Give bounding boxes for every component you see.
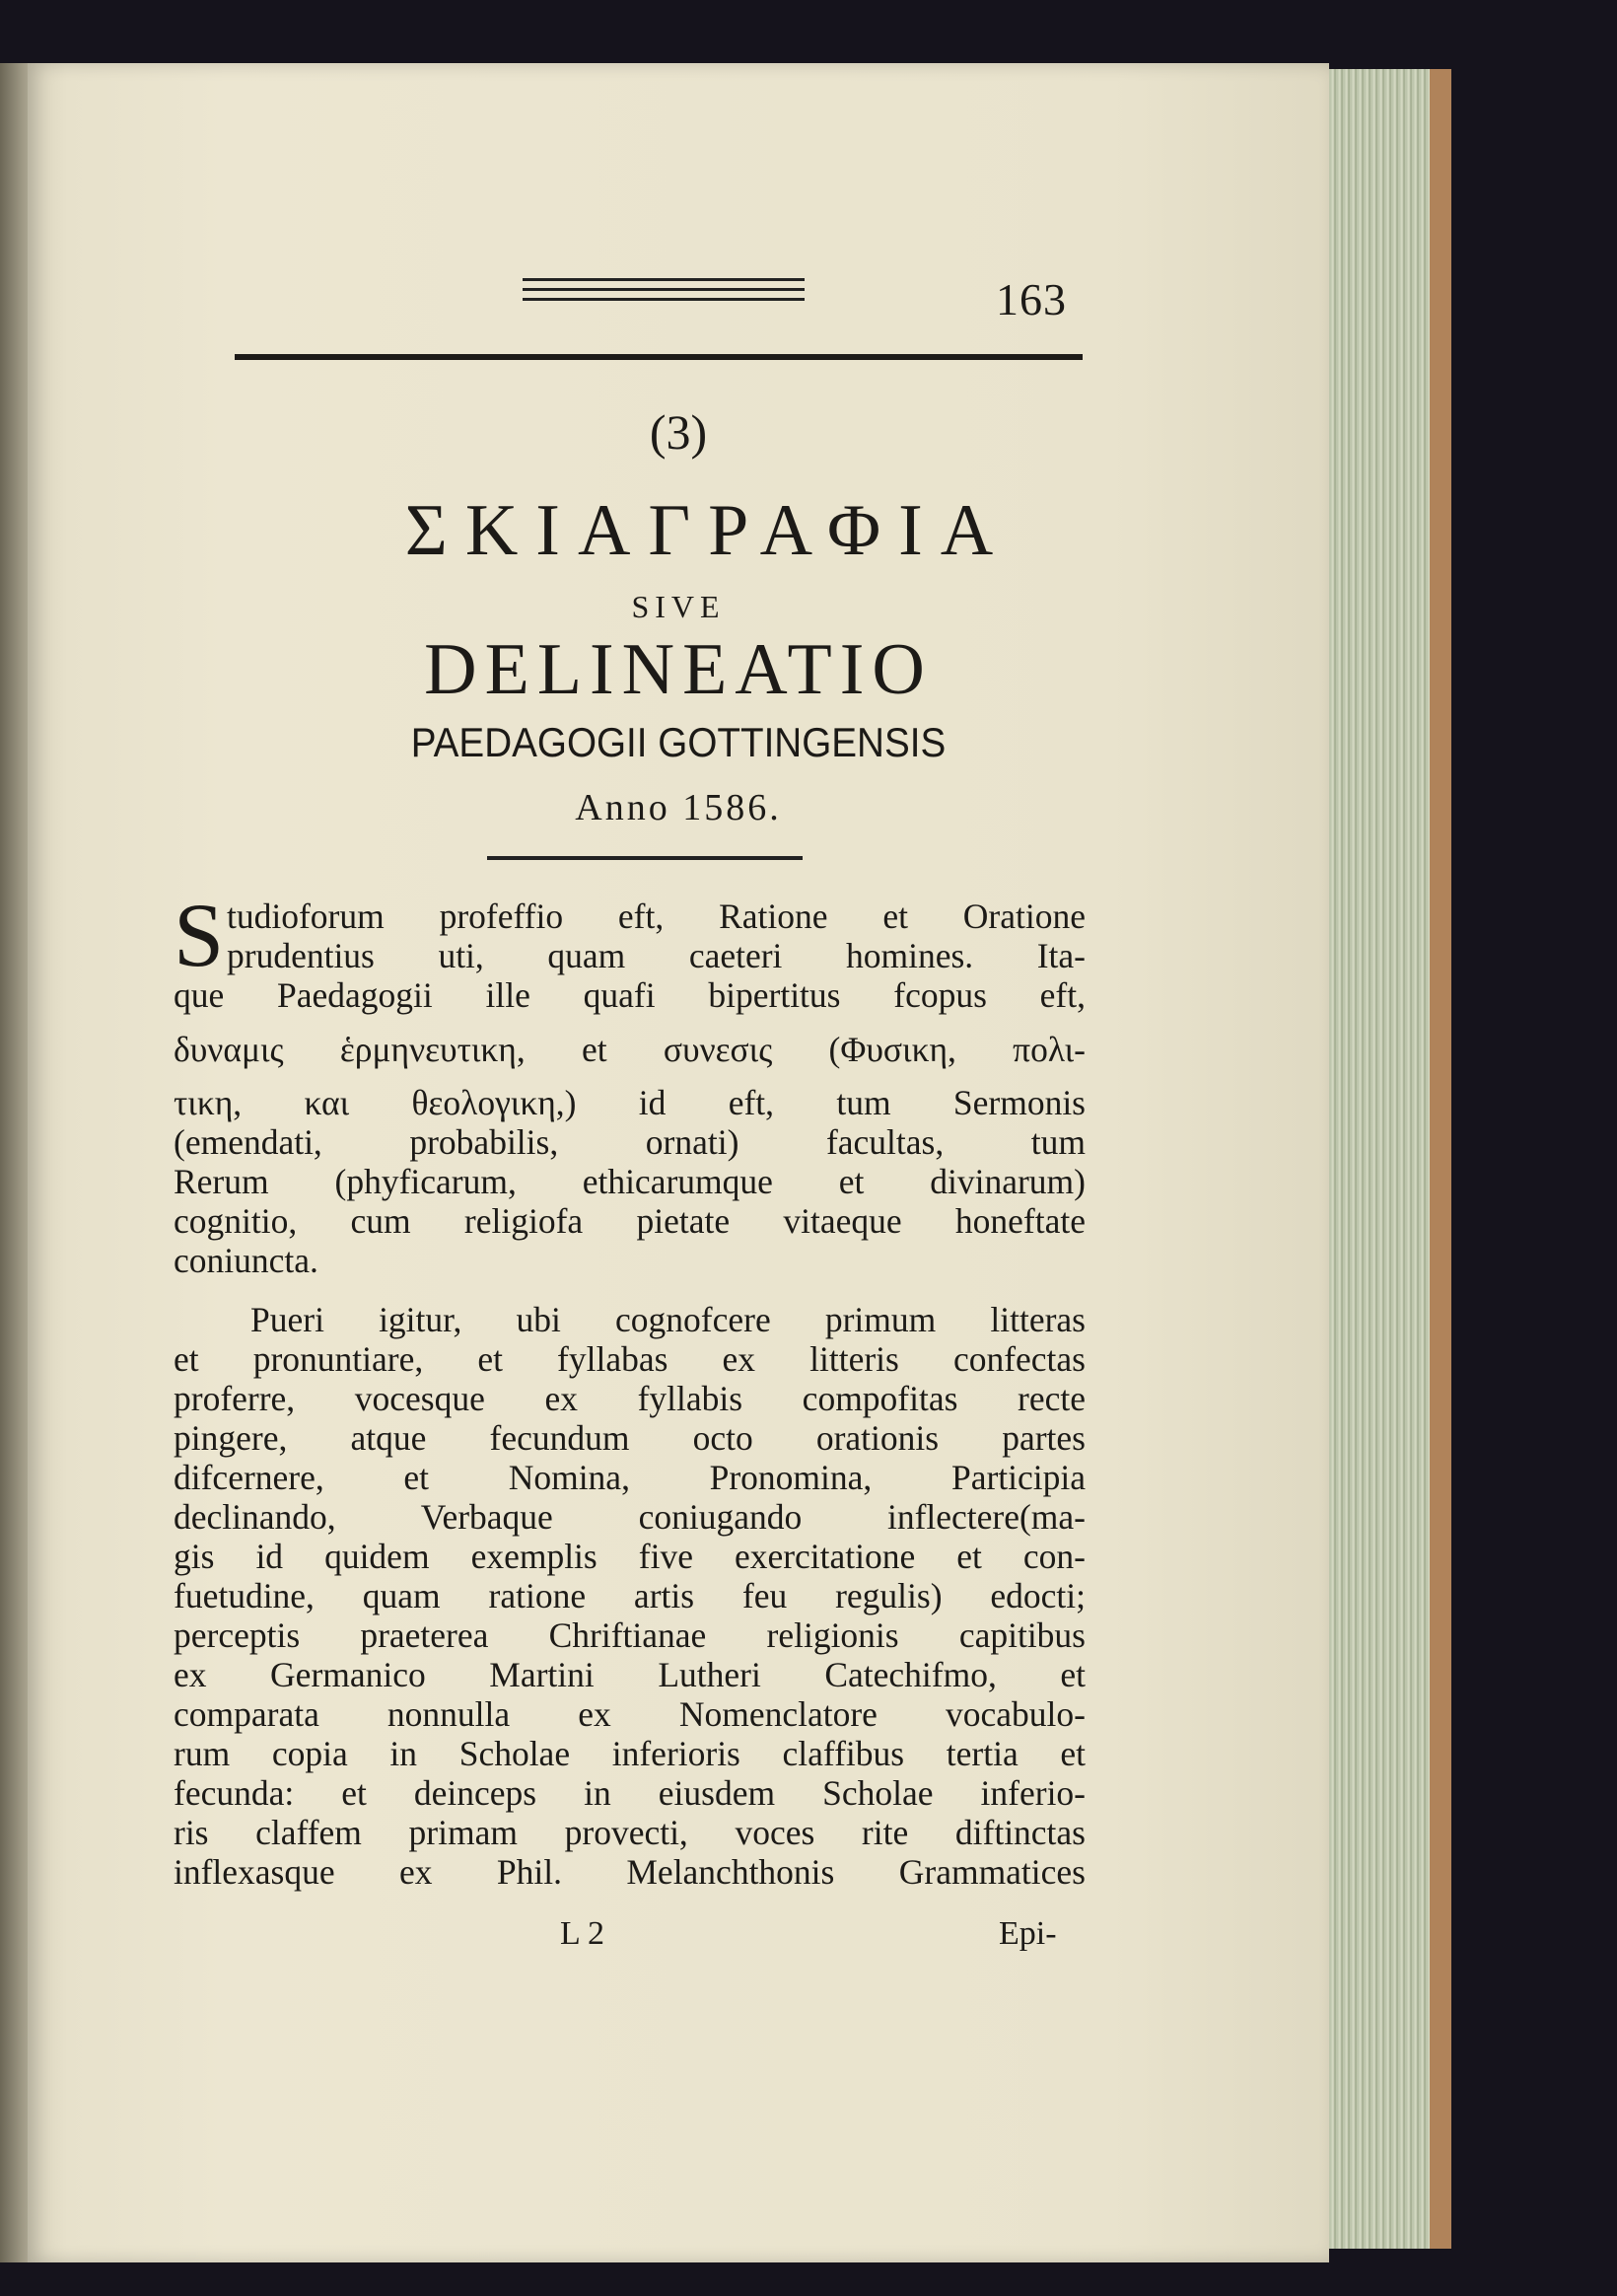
header-rule bbox=[235, 354, 1083, 360]
paragraph-1-line: δυναμις ἑρμηνευτικη, et συνεσις (Φυσικη, πολι- bbox=[174, 1030, 1086, 1069]
paragraph-2-line: fecunda: et deinceps in eiusdem Scholae inferio- bbox=[174, 1773, 1086, 1813]
paragraph-1-line: (emendati, probabilis, ornati) facultas, tum bbox=[174, 1122, 1086, 1162]
header-ornament-line bbox=[523, 288, 805, 291]
book-page bbox=[28, 63, 1329, 2262]
subtitle: PAEDAGOGII GOTTINGENSIS bbox=[410, 719, 947, 765]
paragraph-2-line: comparata nonnulla ex Nomenclatore vocabulo- bbox=[174, 1694, 1086, 1734]
catchword: Epi- bbox=[999, 1915, 1057, 1952]
paragraph-2-line: fuetudine, quam ratione artis feu regulis) edocti; bbox=[174, 1576, 1086, 1615]
paragraph-2-line: declinando, Verbaque coniugando inflectere(ma- bbox=[174, 1497, 1086, 1537]
paragraph-2-line: ex Germanico Martini Lutheri Catechifmo, et bbox=[174, 1655, 1086, 1694]
paragraph-1-line: τικη, και θεολογικη,) id eft, tum Sermonis bbox=[174, 1083, 1086, 1122]
paragraph-2-line: pingere, atque fecundum octo orationis partes bbox=[174, 1418, 1086, 1458]
paragraph-1-line: coniuncta. bbox=[174, 1241, 318, 1280]
paragraph-1-line: Rerum (phyficarum, ethicarumque et divinarum) bbox=[174, 1162, 1086, 1201]
drop-cap: S bbox=[174, 885, 225, 985]
header-ornament-line bbox=[523, 298, 805, 301]
title-rule bbox=[487, 856, 803, 860]
section-number: (3) bbox=[649, 404, 708, 460]
year-line: Anno 1586. bbox=[575, 787, 782, 828]
signature-mark: L 2 bbox=[560, 1915, 605, 1952]
paragraph-2-line: gis id quidem exemplis five exercitatione et con- bbox=[174, 1537, 1086, 1576]
paragraph-2-line: ris claffem primam provecti, voces rite diftinctas bbox=[174, 1813, 1086, 1852]
paragraph-2-line: Pueri igitur, ubi cognofcere primum litteras bbox=[250, 1300, 1086, 1339]
paragraph-2-line: difcernere, et Nomina, Pronomina, Participia bbox=[174, 1458, 1086, 1497]
header-ornament-line bbox=[523, 278, 805, 281]
paragraph-2-line: rum copia in Scholae inferioris claffibus tertia et bbox=[174, 1734, 1086, 1773]
paragraph-2-line: proferre, vocesque ex fyllabis compofitas recte bbox=[174, 1379, 1086, 1418]
paragraph-1-line: tudioforum profeffio eft, Ratione et Oratione bbox=[227, 897, 1086, 936]
sive-label: SIVE bbox=[631, 589, 726, 624]
page-number: 163 bbox=[996, 274, 1067, 324]
greek-title: ΣΚΙΑΓΡΑΦΙΑ bbox=[404, 490, 1012, 571]
paragraph-2-line: et pronuntiare, et fyllabas ex litteris confectas bbox=[174, 1339, 1086, 1379]
book-cover-edge bbox=[1430, 69, 1451, 2249]
paragraph-2-line: perceptis praeterea Chriftianae religionis capitibus bbox=[174, 1615, 1086, 1655]
paragraph-1-line: que Paedagogii ille quafi bipertitus fcopus eft, bbox=[174, 975, 1086, 1015]
paragraph-2-line: inflexasque ex Phil. Melanchthonis Grammatices bbox=[174, 1852, 1086, 1892]
paragraph-1-line: cognitio, cum religiofa pietate vitaeque honeftate bbox=[174, 1201, 1086, 1241]
paragraph-1-line: prudentius uti, quam caeteri homines. Ita- bbox=[227, 936, 1086, 975]
main-title: DELINEATIO bbox=[424, 629, 933, 710]
